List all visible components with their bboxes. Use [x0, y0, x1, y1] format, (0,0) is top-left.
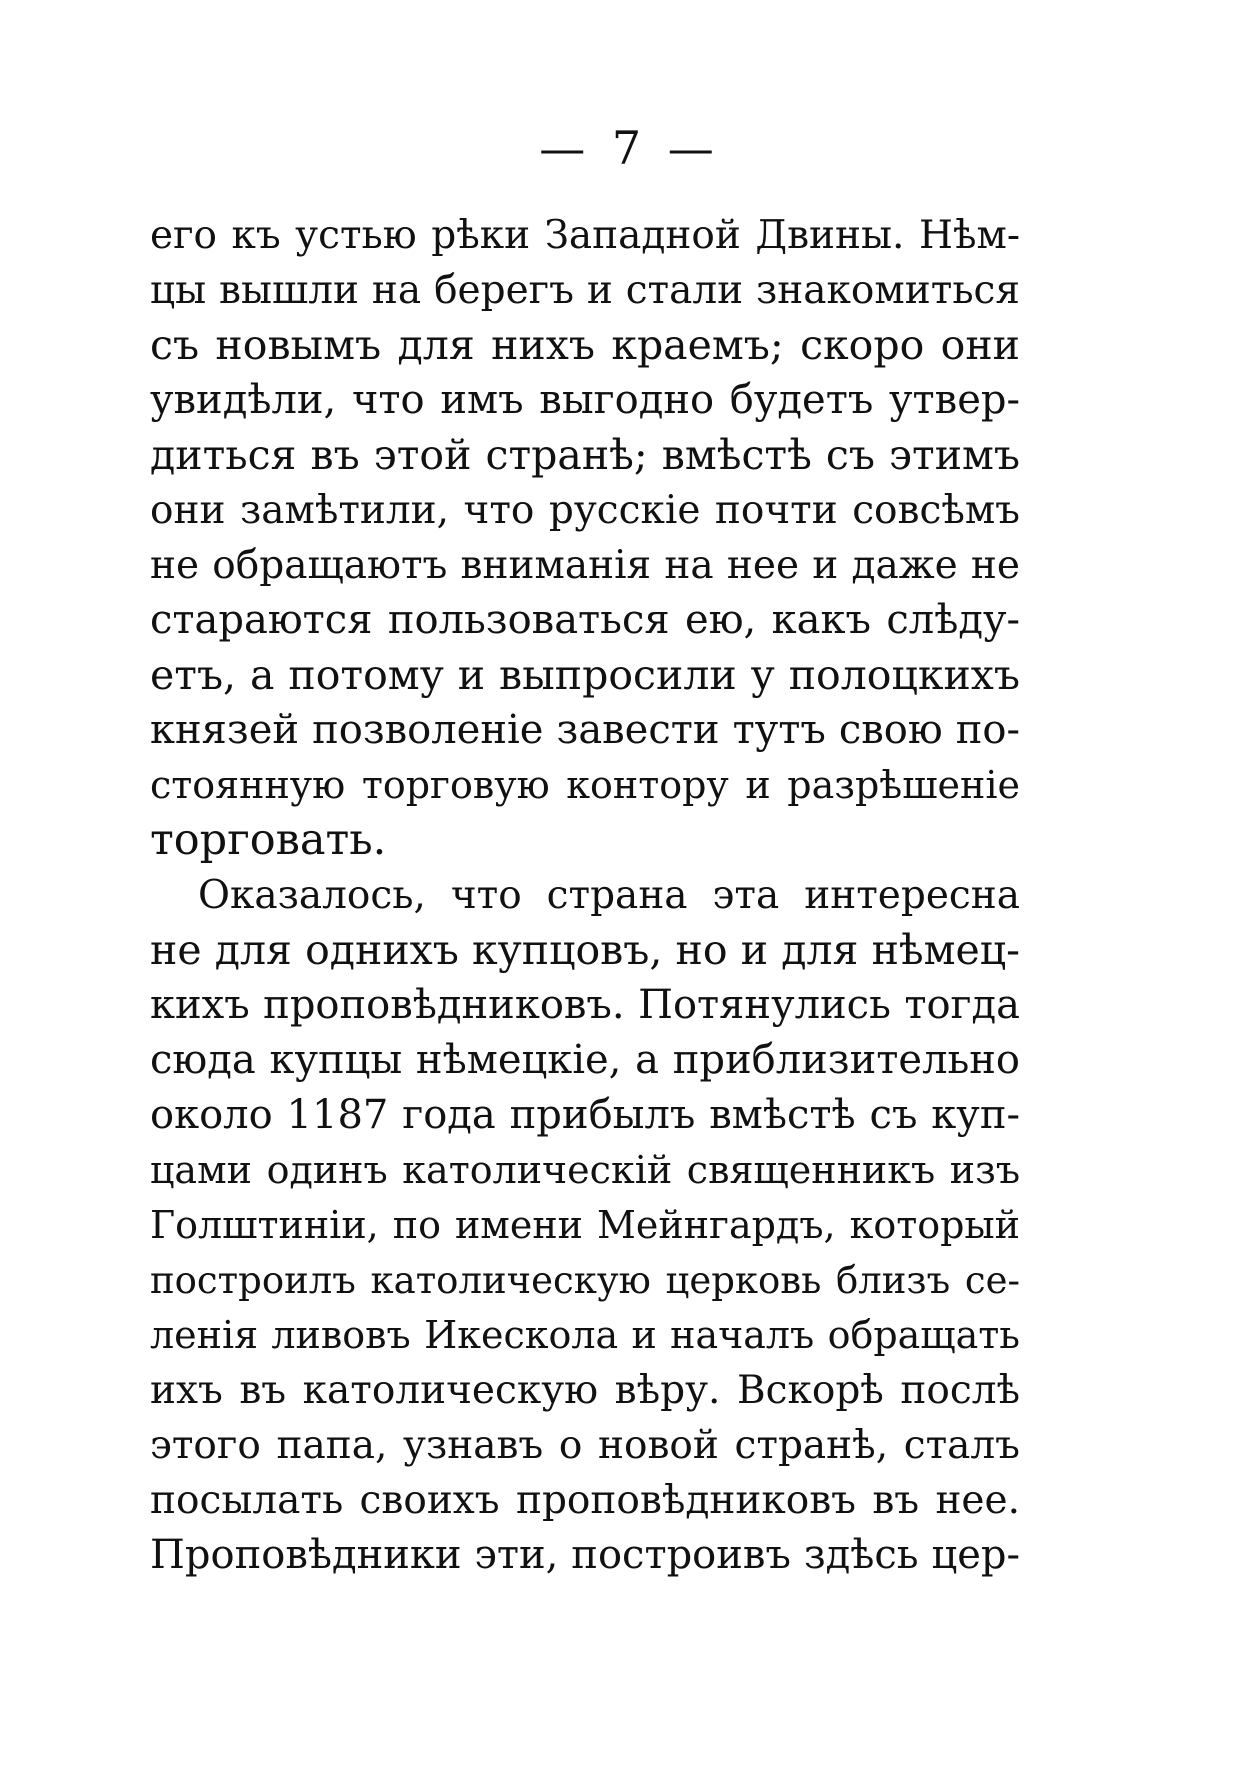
text-line: построилъ католическую церковь близъ се-: [150, 1259, 1020, 1302]
text-line: торговать.: [150, 815, 387, 865]
text-line: князей позволеніе завести тутъ свою по-: [150, 707, 1020, 753]
text-line: Проповѣдники эти, построивъ здѣсь цер-: [150, 1532, 1020, 1578]
text-line: сюда купцы нѣмецкіе, а приблизительно: [150, 1037, 1020, 1083]
text-line: не для однихъ купцовъ, но и для нѣмец-: [150, 926, 1020, 974]
text-line: его къ устью рѣки Западной Двины. Нѣм-: [150, 213, 1020, 258]
paragraph-2: [150, 868, 1020, 1583]
text-line: съ новымъ для нихъ краемъ; скоро они: [150, 321, 1020, 369]
body-text: [150, 208, 1020, 1583]
text-line: они замѣтили, что русскіе почти совсѣмъ: [150, 488, 1020, 533]
text-line: етъ, а потому и выпросили у полоцкихъ: [150, 651, 1020, 699]
text-line: увидѣли, что имъ выгодно будетъ утвер-: [150, 377, 1020, 423]
text-line: ленія ливовъ Икескола и началъ обращать: [150, 1313, 1020, 1357]
text-line: ихъ въ католическую вѣру. Вскорѣ послѣ: [150, 1368, 1020, 1413]
text-line: диться въ этой странѣ; вмѣстѣ съ этимъ: [150, 431, 1020, 479]
text-line: этого папа, узнавъ о новой странѣ, сталъ: [150, 1423, 1020, 1468]
text-line: стоянную торговую контору и разрѣшеніе: [150, 763, 1020, 807]
text-line: не обращаютъ вниманія на нее и даже не: [150, 543, 1020, 588]
paragraph-1: [150, 208, 1020, 868]
text-line: стараются пользоваться ею, какъ слѣду-: [150, 597, 1020, 643]
page-number: — 7 —: [539, 121, 720, 175]
text-line: цами одинъ католическій священникъ изъ: [150, 1148, 1020, 1192]
text-line: Голштиніи, по имени Мейнгардъ, который: [150, 1203, 1020, 1247]
text-line: Оказалось, что страна эта интересна: [198, 873, 1020, 918]
text-line: цы вышли на берегъ и стали знакомиться: [150, 268, 1020, 313]
text-line: посылать своихъ проповѣдниковъ въ нее.: [150, 1478, 1020, 1523]
text-line: кихъ проповѣдниковъ. Потянулись тогда: [150, 982, 1020, 1028]
text-line: около 1187 года прибылъ вмѣстѣ съ куп-: [150, 1092, 1020, 1138]
